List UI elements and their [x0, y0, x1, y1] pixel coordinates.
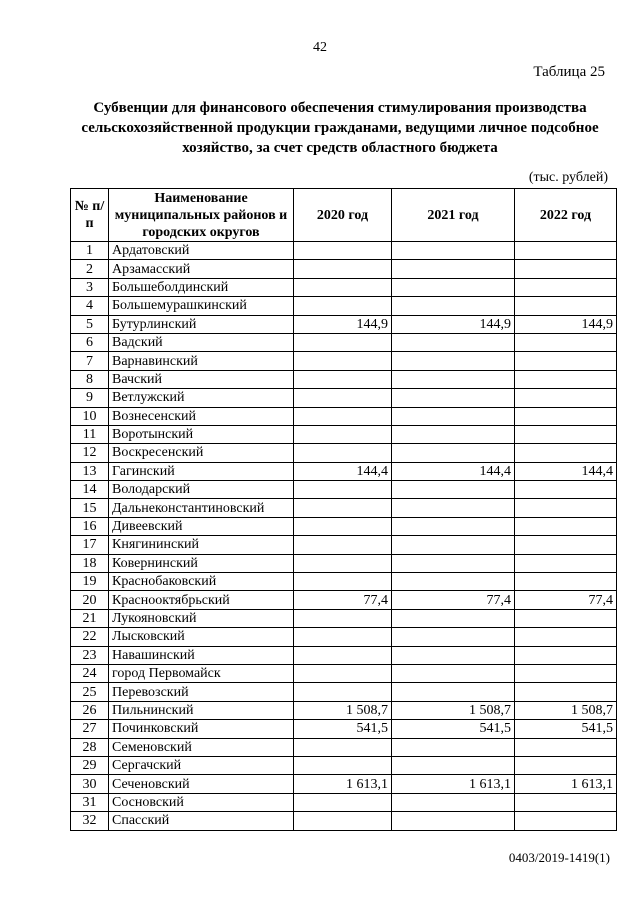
district-name-cell: Сосновский [109, 793, 294, 811]
value-2020-cell [294, 738, 392, 756]
row-number-cell: 26 [71, 701, 109, 719]
value-2020-cell [294, 793, 392, 811]
district-name-cell: Перевозский [109, 683, 294, 701]
district-name-cell: Княгининский [109, 536, 294, 554]
value-2020-cell [294, 389, 392, 407]
table-row [71, 389, 617, 407]
district-name-cell: Дивеевский [109, 517, 294, 535]
value-2021-cell [392, 425, 515, 443]
table-row [71, 352, 617, 370]
row-number-cell: 31 [71, 793, 109, 811]
value-2022-cell [515, 481, 617, 499]
table-row [71, 812, 617, 830]
header-year-2021: 2021 год [392, 189, 515, 242]
value-2020-cell [294, 407, 392, 425]
district-name-cell: Сергачский [109, 756, 294, 774]
value-2022-cell [515, 499, 617, 517]
value-2020-cell [294, 517, 392, 535]
document-title: Субвенции для финансового обеспечения стимулирования производства сельскохозяйственной продукции гражданами, ведущими личное подсобное хозяйство, за счет средств областного бюджета [81, 100, 599, 156]
value-2022-cell [515, 260, 617, 278]
district-name-cell: Варнавинский [109, 352, 294, 370]
table-row [71, 297, 617, 315]
value-2022-cell: 1 508,7 [515, 701, 617, 719]
row-number-cell: 30 [71, 775, 109, 793]
district-name-cell: Вознесенский [109, 407, 294, 425]
value-2021-cell [392, 407, 515, 425]
row-number-cell: 21 [71, 609, 109, 627]
table-row [71, 646, 617, 664]
value-2021-cell [392, 389, 515, 407]
value-2022-cell [515, 370, 617, 388]
row-number-cell: 10 [71, 407, 109, 425]
value-2020-cell [294, 242, 392, 260]
district-name-cell: Ветлужский [109, 389, 294, 407]
row-number-cell: 28 [71, 738, 109, 756]
table-row [71, 481, 617, 499]
value-2022-cell [515, 389, 617, 407]
header-number: № п/п [71, 189, 109, 242]
value-2020-cell [294, 333, 392, 351]
value-2021-cell [392, 481, 515, 499]
value-2022-cell [515, 554, 617, 572]
value-2021-cell [392, 683, 515, 701]
table-row [71, 793, 617, 811]
value-2022-cell [515, 646, 617, 664]
district-name-cell: Арзамасский [109, 260, 294, 278]
value-2021-cell: 144,4 [392, 462, 515, 480]
table-row [71, 517, 617, 535]
district-name-cell: Воротынский [109, 425, 294, 443]
value-2020-cell [294, 536, 392, 554]
page-number: 42 [313, 40, 327, 55]
header-year-2020: 2020 год [294, 189, 392, 242]
row-number-cell: 4 [71, 297, 109, 315]
district-name-cell: Гагинский [109, 462, 294, 480]
table-row [71, 738, 617, 756]
row-number-cell: 5 [71, 315, 109, 333]
district-name-cell: Вадский [109, 333, 294, 351]
value-2020-cell: 1 613,1 [294, 775, 392, 793]
value-2022-cell [515, 609, 617, 627]
district-name-cell: Сеченовский [109, 775, 294, 793]
value-2021-cell [392, 517, 515, 535]
row-number-cell: 3 [71, 278, 109, 296]
row-number-cell: 22 [71, 628, 109, 646]
value-2021-cell [392, 756, 515, 774]
district-name-cell: Семеновский [109, 738, 294, 756]
value-2020-cell [294, 812, 392, 830]
district-name-cell: Ковернинский [109, 554, 294, 572]
value-2022-cell [515, 352, 617, 370]
value-2021-cell [392, 278, 515, 296]
row-number-cell: 8 [71, 370, 109, 388]
table-row [71, 260, 617, 278]
value-2021-cell [392, 738, 515, 756]
value-2022-cell [515, 333, 617, 351]
value-2022-cell: 77,4 [515, 591, 617, 609]
value-2021-cell [392, 260, 515, 278]
value-2020-cell [294, 573, 392, 591]
district-name-cell: Большеболдинский [109, 278, 294, 296]
row-number-cell: 12 [71, 444, 109, 462]
district-name-cell: Спасский [109, 812, 294, 830]
table-row [71, 775, 617, 793]
value-2021-cell [392, 554, 515, 572]
table-row [71, 462, 617, 480]
value-2021-cell [392, 536, 515, 554]
table-row [71, 536, 617, 554]
table-row [71, 756, 617, 774]
row-number-cell: 2 [71, 260, 109, 278]
value-2021-cell [392, 646, 515, 664]
value-2022-cell [515, 407, 617, 425]
district-name-cell: Воскресенский [109, 444, 294, 462]
table-row [71, 242, 617, 260]
value-2022-cell [515, 425, 617, 443]
value-2020-cell: 144,9 [294, 315, 392, 333]
value-2020-cell [294, 297, 392, 315]
row-number-cell: 27 [71, 720, 109, 738]
row-number-cell: 32 [71, 812, 109, 830]
value-2022-cell [515, 628, 617, 646]
value-2022-cell: 541,5 [515, 720, 617, 738]
row-number-cell: 25 [71, 683, 109, 701]
table-label: Таблица 25 [533, 64, 605, 80]
table-row [71, 628, 617, 646]
value-2020-cell [294, 444, 392, 462]
table-row [71, 407, 617, 425]
value-2021-cell [392, 628, 515, 646]
value-2020-cell [294, 609, 392, 627]
value-2022-cell [515, 536, 617, 554]
district-name-cell: Краснооктябрьский [109, 591, 294, 609]
value-2020-cell: 1 508,7 [294, 701, 392, 719]
district-name-cell: Бутурлинский [109, 315, 294, 333]
table-row [71, 499, 617, 517]
district-name-cell: Дальнеконстантиновский [109, 499, 294, 517]
footer-document-code: 0403/2019-1419(1) [508, 850, 610, 865]
row-number-cell: 9 [71, 389, 109, 407]
value-2022-cell [515, 812, 617, 830]
table-row [71, 701, 617, 719]
table-row [71, 333, 617, 351]
value-2020-cell [294, 425, 392, 443]
value-2021-cell [392, 499, 515, 517]
value-2021-cell [392, 370, 515, 388]
table-row [71, 554, 617, 572]
value-2022-cell [515, 297, 617, 315]
value-2020-cell [294, 278, 392, 296]
district-name-cell: Краснобаковский [109, 573, 294, 591]
district-name-cell: Навашинский [109, 646, 294, 664]
row-number-cell: 7 [71, 352, 109, 370]
header-year-2022: 2022 год [515, 189, 617, 242]
row-number-cell: 18 [71, 554, 109, 572]
row-number-cell: 20 [71, 591, 109, 609]
value-2020-cell: 77,4 [294, 591, 392, 609]
table-row [71, 591, 617, 609]
table-row [71, 720, 617, 738]
value-2021-cell [392, 609, 515, 627]
value-2022-cell [515, 444, 617, 462]
row-number-cell: 1 [71, 242, 109, 260]
value-2021-cell [392, 444, 515, 462]
value-2022-cell [515, 242, 617, 260]
value-2021-cell [392, 812, 515, 830]
value-2022-cell [515, 738, 617, 756]
district-name-cell: Вачский [109, 370, 294, 388]
value-2021-cell [392, 297, 515, 315]
row-number-cell: 29 [71, 756, 109, 774]
value-2021-cell [392, 333, 515, 351]
row-number-cell: 13 [71, 462, 109, 480]
value-2021-cell [392, 573, 515, 591]
units-label: (тыс. рублей) [528, 170, 608, 185]
value-2021-cell [392, 793, 515, 811]
value-2020-cell [294, 370, 392, 388]
value-2021-cell: 541,5 [392, 720, 515, 738]
table-row [71, 683, 617, 701]
table-header-row [71, 189, 617, 242]
district-name-cell: Лукояновский [109, 609, 294, 627]
row-number-cell: 6 [71, 333, 109, 351]
value-2020-cell [294, 646, 392, 664]
row-number-cell: 16 [71, 517, 109, 535]
value-2021-cell [392, 242, 515, 260]
row-number-cell: 19 [71, 573, 109, 591]
value-2021-cell: 1 613,1 [392, 775, 515, 793]
subsidy-table [70, 188, 617, 831]
value-2022-cell [515, 278, 617, 296]
district-name-cell: город Первомайск [109, 664, 294, 682]
value-2022-cell [515, 664, 617, 682]
value-2021-cell [392, 664, 515, 682]
header-district-name: Наименование муниципальных районов и городских округов [109, 189, 294, 242]
value-2021-cell: 77,4 [392, 591, 515, 609]
table-row [71, 664, 617, 682]
value-2020-cell [294, 683, 392, 701]
value-2020-cell [294, 499, 392, 517]
value-2020-cell: 541,5 [294, 720, 392, 738]
value-2022-cell: 1 613,1 [515, 775, 617, 793]
table-row [71, 609, 617, 627]
table-row [71, 370, 617, 388]
value-2021-cell [392, 352, 515, 370]
value-2021-cell: 1 508,7 [392, 701, 515, 719]
district-name-cell: Лысковский [109, 628, 294, 646]
row-number-cell: 14 [71, 481, 109, 499]
value-2020-cell [294, 756, 392, 774]
value-2020-cell: 144,4 [294, 462, 392, 480]
row-number-cell: 17 [71, 536, 109, 554]
row-number-cell: 15 [71, 499, 109, 517]
row-number-cell: 24 [71, 664, 109, 682]
value-2021-cell: 144,9 [392, 315, 515, 333]
district-name-cell: Володарский [109, 481, 294, 499]
value-2022-cell [515, 756, 617, 774]
value-2020-cell [294, 664, 392, 682]
value-2022-cell [515, 683, 617, 701]
district-name-cell: Починковский [109, 720, 294, 738]
district-name-cell: Большемурашкинский [109, 297, 294, 315]
value-2022-cell [515, 517, 617, 535]
value-2022-cell [515, 573, 617, 591]
district-name-cell: Пильнинский [109, 701, 294, 719]
value-2022-cell: 144,9 [515, 315, 617, 333]
value-2020-cell [294, 481, 392, 499]
district-name-cell: Ардатовский [109, 242, 294, 260]
value-2020-cell [294, 628, 392, 646]
table-row [71, 573, 617, 591]
value-2020-cell [294, 260, 392, 278]
value-2022-cell [515, 793, 617, 811]
row-number-cell: 23 [71, 646, 109, 664]
value-2020-cell [294, 554, 392, 572]
value-2022-cell: 144,4 [515, 462, 617, 480]
value-2020-cell [294, 352, 392, 370]
table-row [71, 444, 617, 462]
table-row [71, 315, 617, 333]
row-number-cell: 11 [71, 425, 109, 443]
table-row [71, 278, 617, 296]
table-row [71, 425, 617, 443]
